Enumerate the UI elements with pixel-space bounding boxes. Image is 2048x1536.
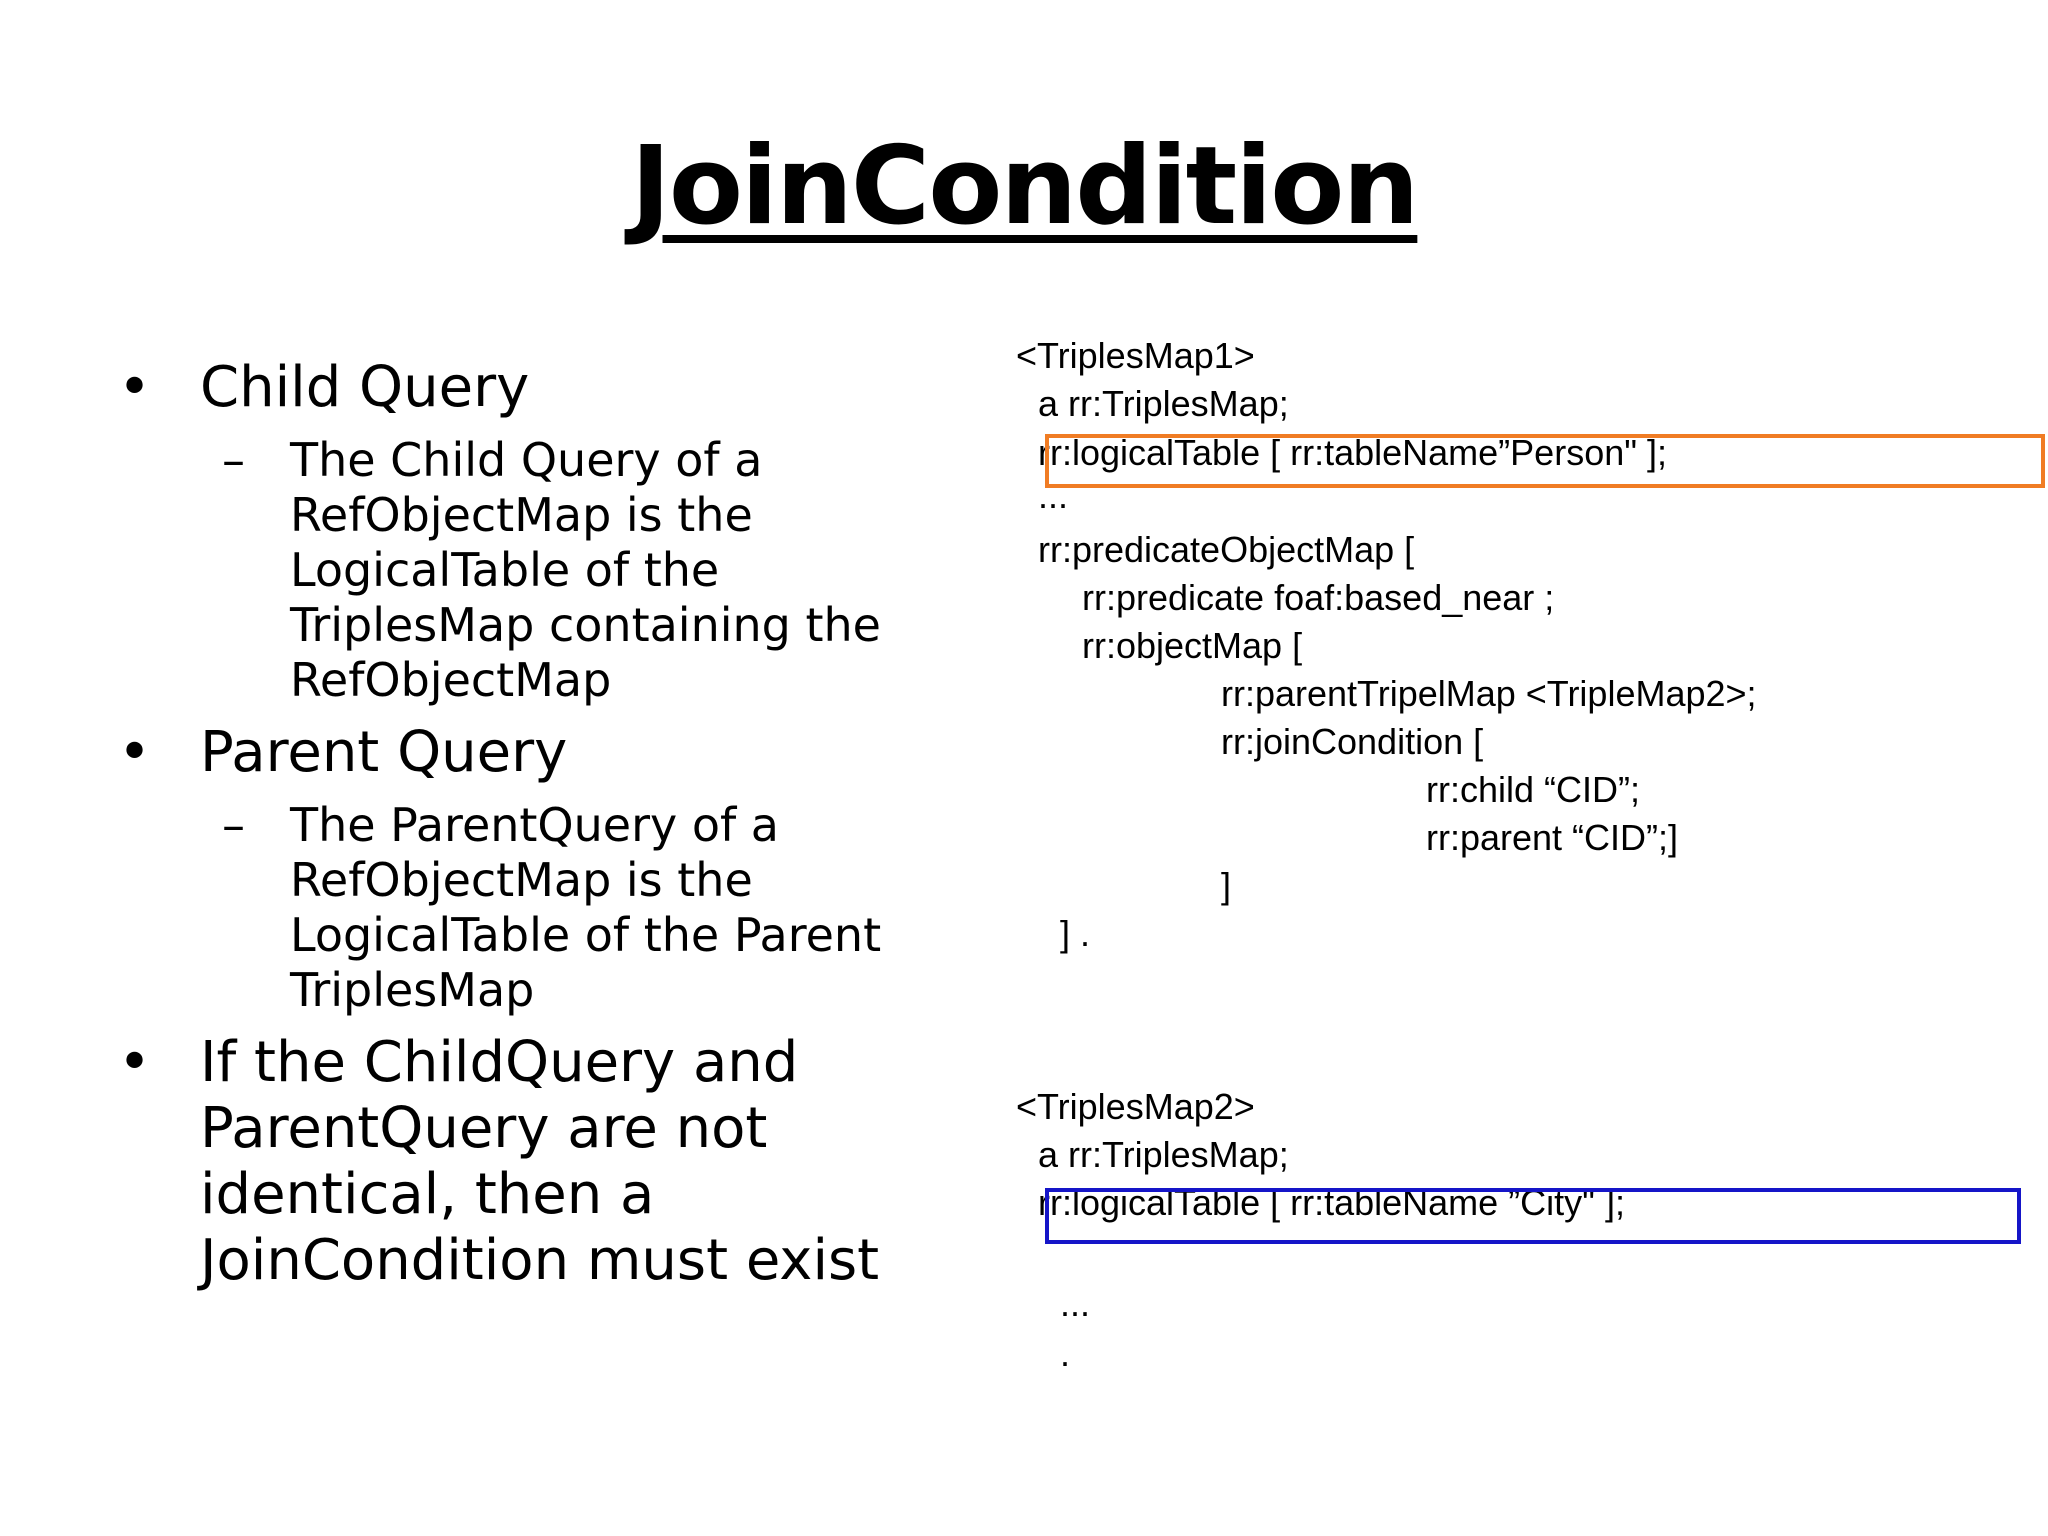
bullet-line: identical, then a — [200, 1162, 655, 1227]
code-line: a rr:TriplesMap; — [1038, 383, 1289, 424]
code-line: a rr:TriplesMap; — [1038, 1134, 1289, 1175]
sub-bullet-marker: – — [222, 798, 245, 852]
bullet-list — [118, 355, 958, 1294]
code-line: rr:predicateObjectMap [ — [1038, 529, 1415, 570]
sub-bullet-child-query — [118, 433, 958, 708]
sub-bullet-line: RefObjectMap is the — [290, 853, 753, 907]
bullet-parent-query — [118, 720, 958, 786]
bullet-text: Child Query — [200, 355, 530, 420]
bullet-child-query — [118, 355, 958, 421]
code-line: ... — [1038, 475, 1069, 516]
bullet-marker: • — [118, 1030, 152, 1095]
sub-bullet-line: The Child Query of a — [290, 433, 763, 487]
code-line: <TriplesMap1> — [1016, 335, 1255, 376]
code-line: rr:logicalTable [ rr:tableName ”City" ]; — [1038, 1182, 1625, 1223]
bullet-line: JoinCondition must exist — [200, 1228, 880, 1293]
sub-bullet-line: LogicalTable of the — [290, 543, 720, 597]
code-line: <TriplesMap2> — [1016, 1086, 1255, 1127]
bullet-text: Parent Query — [200, 720, 568, 785]
code-line: . — [1060, 1333, 1071, 1374]
bullet-line: If the ChildQuery and — [200, 1030, 799, 1095]
sub-bullet-marker: – — [222, 433, 245, 487]
code-line: ] — [1221, 865, 1232, 906]
highlight-box-city-table — [1045, 1188, 2021, 1244]
code-line: rr:joinCondition [ — [1221, 721, 1484, 762]
bullet-join-condition-rule — [118, 1030, 958, 1294]
code-line: ... — [1060, 1283, 1091, 1324]
sub-bullet-line: The ParentQuery of a — [290, 798, 779, 852]
code-line: ] . — [1060, 913, 1091, 954]
code-line: rr:objectMap [ — [1082, 625, 1303, 666]
slide-title — [0, 124, 2048, 249]
sub-bullet-line: RefObjectMap is the — [290, 488, 753, 542]
code-line: rr:parentTripelMap <TripleMap2>; — [1221, 673, 1757, 714]
bullet-marker: • — [118, 355, 152, 420]
code-line: rr:logicalTable [ rr:tableName”Person" ]; — [1038, 432, 1668, 473]
code-line: rr:parent “CID”;] — [1426, 817, 1679, 858]
sub-bullet-line: LogicalTable of the Parent — [290, 908, 882, 962]
sub-bullet-line: RefObjectMap — [290, 653, 612, 707]
sub-bullet-line: TriplesMap — [290, 963, 535, 1017]
sub-bullet-line: TriplesMap containing the — [290, 598, 881, 652]
slide-title-text: JoinCondition — [630, 124, 1418, 249]
highlight-box-person-table — [1045, 434, 2045, 488]
code-line: rr:child “CID”; — [1426, 769, 1640, 810]
bullet-marker: • — [118, 720, 152, 785]
code-line: rr:predicate foaf:based_near ; — [1082, 577, 1555, 618]
bullet-line: ParentQuery are not — [200, 1096, 768, 1161]
sub-bullet-parent-query — [118, 798, 958, 1018]
